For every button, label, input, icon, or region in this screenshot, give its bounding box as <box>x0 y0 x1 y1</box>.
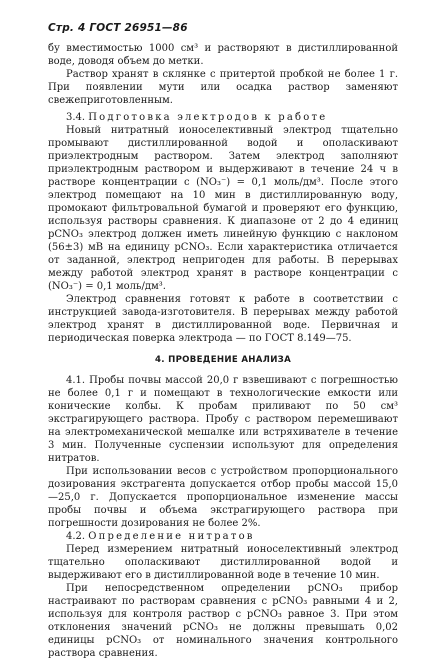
page-header: Стр. 4 ГОСТ 26951—86 <box>48 22 188 34</box>
subsection-3-4-heading <box>48 111 398 124</box>
subsection-number: 4.2. <box>66 531 89 542</box>
paragraph-5: 4.1. Пробы почвы массой 20,0 г взвешивают с погрешностью не более 0,1 г и помещают в технологические емкости или конические колбы. К пробам приливают по 50 см³ экстрагирующего раствора. Пробу с раствором перемешивают на электромеханической мешалке или встряхивателе в течение 3 мин. Полученные суспензии используют для определения нитратов. <box>48 375 398 464</box>
subsection-title: Определение нитратов <box>88 531 255 542</box>
paragraph-7: Перед измерением нитратный ионоселективный электрод тщательно ополаскивают дистиллированной водой и выдерживают его в дистиллированной воде в течение 10 мин. <box>48 544 398 581</box>
paragraph-8: При непосредственном определении pCNO₃ прибор настраивают по растворам сравнения с pCNO₃ равными 4 и 2, используя для контроля раствор с pCNO₃ равное 3. При этом отклонения значений pCNO₃ не должны превышать 0,02 единицы pCNO₃ от номинального значения контрольного раствора сравнения. <box>48 583 398 659</box>
paragraph-3: Новый нитратный ионоселективный электрод тщательно промывают дистиллированной водой и ополаскивают приэлектродным раствором. Затем электрод заполняют приэлектродным раствором и выдерживают в течение 24 ч в растворе концентрации с (NO₃⁻) = 0,1 моль/дм³. После этого электрод помещают на 10 мин в дистиллированную воду, промокают фильтровальной бумагой и проверяют его функцию, используя растворы сравнения. К диапазоне от 2 до 4 единиц pCNO₃ электрод должен иметь линейную функцию с наклоном (56±3) мВ на единицу pCNO₃. Если характеристика отличается от заданной, электрод непригоден для работы. В перерывах между работой электрод хранят в растворе концентрации с (NO₃⁻) = 0,1 моль/дм³. <box>48 125 398 292</box>
paragraph-2: Раствор хранят в склянке с притертой пробкой не более 1 г. При появлении мути или осадка раствор заменяют свежеприготовленным. <box>48 69 398 106</box>
subsection-4-2-heading <box>48 530 398 543</box>
paragraph-1: бу вместимостью 1000 см³ и растворяют в дистиллированной воде, доводя объем до метки. <box>48 43 398 67</box>
subsection-title: Подготовка электродов к работе <box>88 112 328 123</box>
subsection-number: 3.4. <box>66 112 89 123</box>
paragraph-6: При использовании весов с устройством пропорционального дозирования экстрагента допускается отбор пробы массой 15,0—25,0 г. Допускается пропорциональное изменение массы пробы почвы и объема экстрагирующего раствора при погрешности дозирования не более 2%. <box>48 466 398 529</box>
section-4-heading: 4. ПРОВЕДЕНИЕ АНАЛИЗА <box>154 355 292 365</box>
paragraph-4: Электрод сравнения готовят к работе в соответствии с инструкцией завода-изготовителя. В перерывах между работой электрод хранят в дистиллированной воде. Первичная и периодическая поверка электрода — по ГОСТ 8.149—75. <box>48 294 398 344</box>
